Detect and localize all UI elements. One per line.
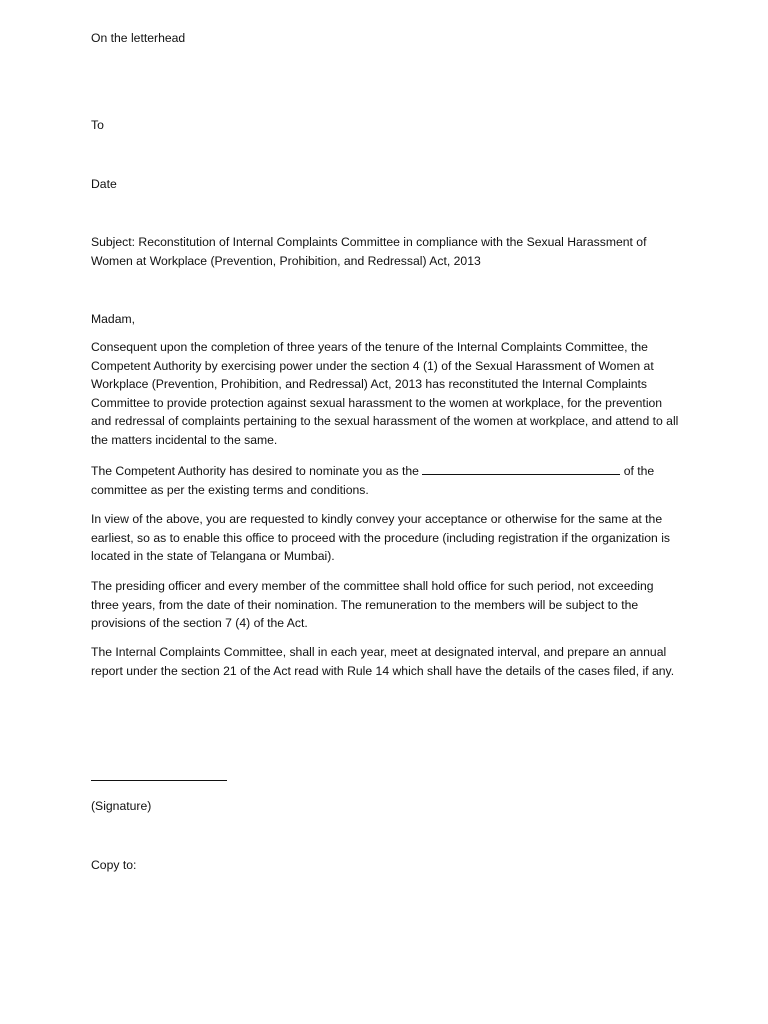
nomination-text-before: The Competent Authority has desired to nominate you as the	[91, 464, 419, 478]
paragraph-acceptance: In view of the above, you are requested to kindly convey your acceptance or otherwise for the same at the earliest, so as to enable this office to proceed with the procedure (including registration if the organization is located in the state of Telangana or Mumbai).	[91, 512, 671, 563]
signature-label: (Signature)	[91, 799, 152, 813]
paragraph-nomination	[91, 462, 681, 499]
copy-to-label: Copy to:	[91, 858, 137, 872]
nomination-text-after: of the committee as per the existing terms and conditions.	[91, 464, 655, 497]
date-label: Date	[91, 177, 117, 191]
to-label: To	[91, 118, 104, 132]
salutation: Madam,	[91, 312, 136, 326]
letterhead-note: On the letterhead	[91, 31, 186, 45]
paragraph-annual-report: The Internal Complaints Committee, shall in each year, meet at designated interval, and prepare an annual report under the section 21 of the Act read with Rule 14 which shall have the details of the cases filed, if any.	[91, 645, 675, 678]
nomination-blank	[422, 462, 620, 475]
subject-line: Subject: Reconstitution of Internal Complaints Committee in compliance with the Sexual Harassment of Women at Workplace (Prevention, Prohibition, and Redressal) Act, 2013	[91, 235, 647, 268]
paragraph-term: The presiding officer and every member of the committee shall hold office for such period, not exceeding three years, from the date of their nomination. The remuneration to the members will be subject to the provisions of the section 7 (4) of the Act.	[91, 579, 654, 630]
paragraph-tenure: Consequent upon the completion of three years of the tenure of the Internal Complaints Committee, the Competent Authority by exercising power under the section 4 (1) of the Sexual Harassment of Women at Workplace (Prevention, Prohibition, and Redressal) Act, 2013 has reconstituted the Internal Complaints Committee to provide protection against sexual harassment to the women at workplace, for the prevention and redressal of complaints pertaining to the sexual harassment of the women at workplace, and attend to all the matters incidental to the same.	[91, 340, 679, 447]
signature-line	[91, 779, 227, 781]
